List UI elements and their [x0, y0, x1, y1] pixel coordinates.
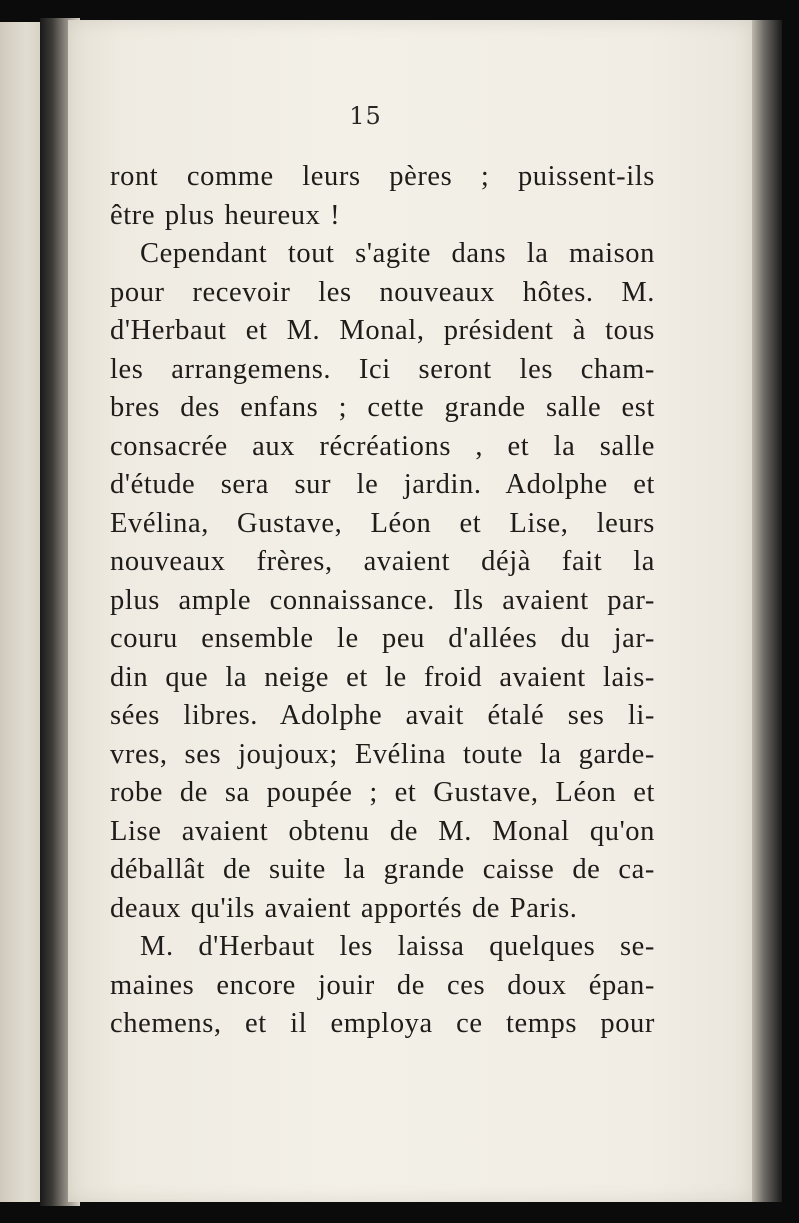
text-line: nouveaux frères, avaient déjà fait la [110, 546, 655, 577]
text-line: robe de sa poupée ; et Gustave, Léon et [110, 777, 655, 808]
text-line: maines encore jouir de ces doux épan- [110, 969, 655, 1001]
text-line: vres, ses joujoux; Evélina toute la garde- [110, 738, 655, 770]
text-line: d'étude sera sur le jardin. Adolphe et [110, 469, 655, 500]
page-right-edge [752, 20, 782, 1202]
text-line: chemens, et il employa ce temps pour [110, 1008, 655, 1039]
text-line: être plus heureux ! [110, 199, 341, 231]
text-line: M. d'Herbaut les laissa quelques se- [140, 931, 655, 962]
text-line: couru ensemble le peu d'allées du jar- [110, 623, 655, 654]
text-line: bres des enfans ; cette grande salle est [110, 392, 655, 423]
text-line: déballât de suite la grande caisse de ca- [110, 854, 655, 885]
text-line: Evélina, Gustave, Léon et Lise, leurs [110, 507, 655, 539]
text-line: Cependant tout s'agite dans la maison [140, 238, 655, 269]
text-line: plus ample connaissance. Ils avaient par- [110, 584, 655, 616]
text-line: pour recevoir les nouveaux hôtes. M. [110, 276, 655, 308]
text-line: les arrangemens. Ici seront les cham- [110, 353, 655, 385]
page-number: 15 [349, 102, 382, 130]
text-line: din que la neige et le froid avaient lais- [110, 661, 655, 693]
text-line: d'Herbaut et M. Monal, président à tous [110, 315, 655, 346]
text-line: consacrée aux récréations , et la salle [110, 430, 655, 462]
text-line: deaux qu'ils avaient apportés de Paris. [110, 892, 578, 924]
text-line: ront comme leurs pères ; puissent-ils [110, 161, 655, 192]
previous-page-edge [0, 22, 44, 1202]
text-line: sées libres. Adolphe avait étalé ses li- [110, 700, 655, 731]
body-text [110, 158, 655, 1044]
text-line: Lise avaient obtenu de M. Monal qu'on [110, 815, 655, 847]
